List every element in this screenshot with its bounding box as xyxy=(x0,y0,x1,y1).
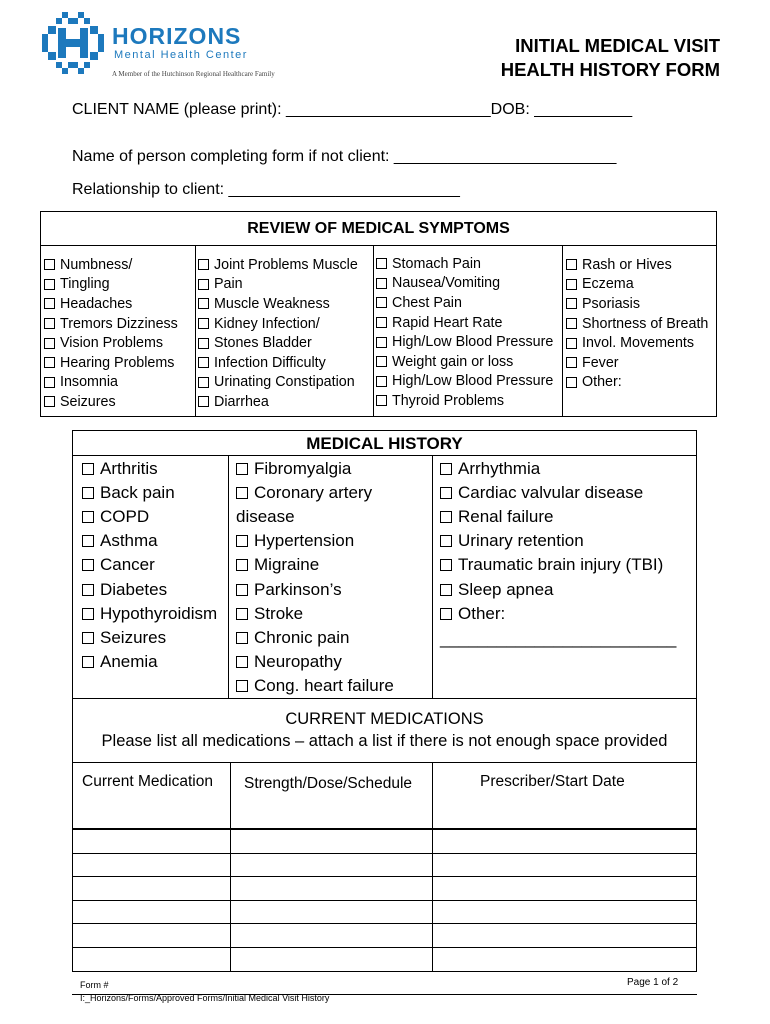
footer-form-number: Form # xyxy=(80,980,109,990)
symptom-checkbox-item[interactable] xyxy=(198,255,358,275)
symptoms-column-1 xyxy=(44,255,178,412)
history-checkbox-item[interactable] xyxy=(82,626,217,650)
medications-header-dose: Strength/Dose/Schedule xyxy=(244,775,413,792)
history-checkbox-item[interactable] xyxy=(236,529,394,553)
symptom-checkbox-item[interactable] xyxy=(566,314,708,334)
medications-table-top-rule xyxy=(72,762,697,763)
checkbox-icon[interactable] xyxy=(376,258,387,269)
checkbox-icon[interactable] xyxy=(376,297,387,308)
symptom-checkbox-item[interactable] xyxy=(198,333,358,353)
checkbox-icon[interactable] xyxy=(198,279,209,290)
checkbox-icon[interactable] xyxy=(236,559,248,571)
checkbox-icon[interactable] xyxy=(236,680,248,692)
history-label: Other: xyxy=(458,603,506,623)
checkbox-icon[interactable] xyxy=(44,396,55,407)
symptom-checkbox-item[interactable] xyxy=(566,255,708,275)
history-label: Neuropathy xyxy=(254,651,342,671)
checkbox-icon[interactable] xyxy=(376,278,387,289)
symptom-label: High/Low Blood Pressure xyxy=(392,373,554,390)
checkbox-icon[interactable] xyxy=(566,298,577,309)
history-checkbox-item[interactable] xyxy=(440,481,663,505)
history-checkbox-item[interactable] xyxy=(82,553,217,577)
medical-history-divider xyxy=(228,455,229,698)
symptom-label: Joint Problems Muscle xyxy=(214,256,358,273)
history-checkbox-item[interactable] xyxy=(236,481,394,505)
checkbox-icon[interactable] xyxy=(44,338,55,349)
symptom-label: Fever xyxy=(582,354,619,371)
history-checkbox-item[interactable] xyxy=(236,602,394,626)
checkbox-icon[interactable] xyxy=(440,511,452,523)
checkbox-icon[interactable] xyxy=(198,357,209,368)
history-checkbox-item[interactable] xyxy=(82,481,217,505)
history-label: COPD xyxy=(100,507,150,527)
symptom-label: Rapid Heart Rate xyxy=(392,314,503,331)
symptoms-divider xyxy=(195,246,196,417)
checkbox-icon[interactable] xyxy=(198,338,209,349)
history-checkbox-item[interactable] xyxy=(440,505,663,529)
form-title xyxy=(440,34,720,82)
horizons-cross-logo xyxy=(42,12,104,74)
checkbox-icon[interactable] xyxy=(82,656,94,668)
symptom-checkbox-item[interactable] xyxy=(566,275,708,295)
history-label: Urinary retention xyxy=(458,531,584,551)
symptom-checkbox-item[interactable] xyxy=(198,373,358,393)
history-label: Stroke xyxy=(254,603,304,623)
checkbox-icon[interactable] xyxy=(44,298,55,309)
checkbox-icon[interactable] xyxy=(440,559,452,571)
symptom-checkbox-item[interactable] xyxy=(198,294,358,314)
checkbox-icon[interactable] xyxy=(198,298,209,309)
footer-page-number: Page 1 of 2 xyxy=(627,977,679,988)
checkbox-icon[interactable] xyxy=(198,259,209,270)
medical-history-column-1 xyxy=(82,457,217,674)
symptom-label: Headaches xyxy=(60,295,133,312)
checkbox-icon[interactable] xyxy=(440,584,452,596)
symptom-checkbox-item[interactable] xyxy=(376,352,553,372)
medications-header-medication: Current Medication xyxy=(82,773,213,790)
medication-row-line xyxy=(72,900,697,901)
logo-member-line: A Member of the Hutchinson Regional Healthcare Family xyxy=(112,70,275,78)
history-checkbox-item[interactable] xyxy=(440,457,663,481)
history-checkbox-item[interactable] xyxy=(440,602,663,626)
checkbox-icon[interactable] xyxy=(236,656,248,668)
symptom-label: Chest Pain xyxy=(392,294,462,311)
checkbox-icon[interactable] xyxy=(440,463,452,475)
history-checkbox-item[interactable] xyxy=(82,529,217,553)
history-label: Migraine xyxy=(254,555,320,575)
history-label: Hypothyroidism xyxy=(100,603,218,623)
footer-file-path: I:_Horizons/Forms/Approved Forms/Initial Medical Visit History xyxy=(80,993,330,1003)
symptom-label: Shortness of Breath xyxy=(582,315,709,332)
symptom-label: Weight gain or loss xyxy=(392,353,514,370)
symptom-label: Eczema xyxy=(582,276,634,293)
symptom-checkbox-item[interactable] xyxy=(566,353,708,373)
symptom-checkbox-item[interactable] xyxy=(376,332,553,352)
history-checkbox-item[interactable] xyxy=(82,505,217,529)
symptom-label: Tremors Dizziness xyxy=(60,315,178,332)
symptom-checkbox-item[interactable] xyxy=(376,254,553,274)
checkbox-icon[interactable] xyxy=(376,356,387,367)
medical-history-bottom-rule xyxy=(72,698,697,699)
checkbox-icon[interactable] xyxy=(82,632,94,644)
symptom-checkbox-item[interactable] xyxy=(44,314,178,334)
symptom-label: Thyroid Problems xyxy=(392,392,505,409)
symptom-label: Other: xyxy=(582,374,622,391)
form-title-line2: HEALTH HISTORY FORM xyxy=(500,59,720,80)
checkbox-icon[interactable] xyxy=(566,357,577,368)
checkbox-icon[interactable] xyxy=(44,357,55,368)
checkbox-icon[interactable] xyxy=(82,608,94,620)
checkbox-icon[interactable] xyxy=(440,535,452,547)
medication-row-line xyxy=(72,876,697,877)
checkbox-icon[interactable] xyxy=(44,279,55,290)
other-blank-line[interactable]: _________________________ xyxy=(440,629,677,648)
completed-by-field[interactable]: Name of person completing form if not client: _________________________ xyxy=(72,148,617,165)
symptoms-divider xyxy=(562,246,563,417)
medical-history-column-3 xyxy=(440,457,663,626)
medication-row-line xyxy=(72,829,697,830)
symptom-label: Invol. Movements xyxy=(582,335,695,352)
symptom-label: Rash or Hives xyxy=(582,256,672,273)
history-label-continuation xyxy=(236,505,394,529)
symptom-label: Tingling xyxy=(60,276,110,293)
symptom-checkbox-item[interactable] xyxy=(198,314,358,334)
history-label: Back pain xyxy=(100,483,175,503)
checkbox-icon[interactable] xyxy=(566,377,577,388)
symptom-label: Hearing Problems xyxy=(60,354,175,371)
history-checkbox-item[interactable] xyxy=(440,529,663,553)
checkbox-icon[interactable] xyxy=(44,318,55,329)
history-label: Diabetes xyxy=(100,579,168,599)
checkbox-icon[interactable] xyxy=(440,487,452,499)
symptom-checkbox-item[interactable] xyxy=(44,333,178,353)
medications-column-divider xyxy=(230,762,231,971)
symptom-label: Muscle Weakness xyxy=(214,295,330,312)
checkbox-icon[interactable] xyxy=(376,376,387,387)
symptom-checkbox-item[interactable] xyxy=(44,392,178,412)
checkbox-icon[interactable] xyxy=(566,279,577,290)
symptom-checkbox-item[interactable] xyxy=(376,274,553,294)
logo-subtitle: Mental Health Center xyxy=(114,49,248,61)
medications-section xyxy=(72,708,697,752)
history-checkbox-item[interactable] xyxy=(82,602,217,626)
symptoms-column-3 xyxy=(376,254,553,411)
checkbox-icon[interactable] xyxy=(82,511,94,523)
history-checkbox-item[interactable] xyxy=(82,650,217,674)
medications-title: CURRENT MEDICATIONS xyxy=(285,710,484,728)
history-label: Cancer xyxy=(100,555,155,575)
checkbox-icon[interactable] xyxy=(198,377,209,388)
history-checkbox-item[interactable] xyxy=(236,674,394,698)
symptom-checkbox-item[interactable] xyxy=(44,294,178,314)
symptom-label: Infection Difficulty xyxy=(214,354,326,371)
checkbox-icon[interactable] xyxy=(236,535,248,547)
history-label: Seizures xyxy=(100,627,167,647)
checkbox-icon[interactable] xyxy=(198,318,209,329)
symptoms-column-4 xyxy=(566,255,708,392)
medical-history-title: MEDICAL HISTORY xyxy=(306,434,463,453)
symptom-checkbox-item[interactable] xyxy=(44,275,178,295)
checkbox-icon[interactable] xyxy=(376,337,387,348)
history-checkbox-item[interactable] xyxy=(82,457,217,481)
medical-history-divider xyxy=(432,455,433,698)
medication-row-line xyxy=(72,971,697,972)
history-label: Hypertension xyxy=(254,531,355,551)
symptoms-divider xyxy=(373,246,374,417)
symptom-checkbox-item[interactable] xyxy=(44,373,178,393)
symptom-checkbox-item[interactable] xyxy=(376,372,553,392)
medical-history-header-rule xyxy=(72,455,697,456)
symptom-checkbox-item[interactable] xyxy=(566,294,708,314)
history-label: Cong. heart failure xyxy=(254,675,394,695)
checkbox-icon[interactable] xyxy=(236,463,248,475)
history-label: Arrhythmia xyxy=(458,459,541,479)
relationship-field[interactable]: Relationship to client: __________________________ xyxy=(72,181,460,198)
symptom-label: Nausea/Vomiting xyxy=(392,275,501,292)
symptom-label: Seizures xyxy=(60,393,116,410)
history-label: Renal failure xyxy=(458,507,554,527)
symptom-label: Vision Problems xyxy=(60,335,164,352)
checkbox-icon[interactable] xyxy=(82,487,94,499)
history-label: Asthma xyxy=(100,531,158,551)
symptom-label: Pain xyxy=(214,276,243,293)
checkbox-icon[interactable] xyxy=(236,487,248,499)
symptom-checkbox-item[interactable] xyxy=(198,353,358,373)
history-label: Anemia xyxy=(100,651,158,671)
checkbox-icon[interactable] xyxy=(376,395,387,406)
symptom-checkbox-item[interactable] xyxy=(44,353,178,373)
symptom-checkbox-item[interactable] xyxy=(376,313,553,333)
symptom-label: Diarrhea xyxy=(214,393,269,410)
symptom-label: Urinating Constipation xyxy=(214,374,355,391)
history-label: Cardiac valvular disease xyxy=(458,483,644,503)
symptom-label: Kidney Infection/ xyxy=(214,315,320,332)
history-label: disease xyxy=(236,507,295,527)
form-title-line1: INITIAL MEDICAL VISIT xyxy=(515,35,720,56)
history-label: Parkinson’s xyxy=(254,579,342,599)
history-checkbox-item[interactable] xyxy=(236,553,394,577)
symptom-label: Stones Bladder xyxy=(214,335,312,352)
symptom-label: Insomnia xyxy=(60,374,119,391)
medication-row-line xyxy=(72,853,697,854)
history-label: Fibromyalgia xyxy=(254,459,352,479)
medication-row-line xyxy=(72,923,697,924)
symptom-checkbox-item[interactable] xyxy=(566,333,708,353)
checkbox-icon[interactable] xyxy=(44,259,55,270)
medications-header-prescriber: Prescriber/Start Date xyxy=(480,773,625,790)
history-checkbox-item[interactable] xyxy=(236,626,394,650)
symptom-checkbox-item[interactable] xyxy=(566,373,708,393)
symptom-label: High/Low Blood Pressure xyxy=(392,334,554,351)
checkbox-icon[interactable] xyxy=(566,259,577,270)
history-checkbox-item[interactable] xyxy=(236,577,394,601)
checkbox-icon[interactable] xyxy=(82,559,94,571)
history-checkbox-item[interactable] xyxy=(82,577,217,601)
logo-name: HORIZONS xyxy=(112,23,242,49)
medical-history-column-2 xyxy=(236,457,394,698)
history-checkbox-item[interactable] xyxy=(236,457,394,481)
symptoms-title: REVIEW OF MEDICAL SYMPTOMS xyxy=(40,211,717,246)
symptom-checkbox-item[interactable] xyxy=(44,255,178,275)
history-checkbox-item[interactable] xyxy=(440,577,663,601)
checkbox-icon[interactable] xyxy=(44,377,55,388)
checkbox-icon[interactable] xyxy=(566,318,577,329)
history-label: Sleep apnea xyxy=(458,579,554,599)
symptom-label: Stomach Pain xyxy=(392,255,482,272)
symptom-label: Psoriasis xyxy=(582,295,640,312)
checkbox-icon[interactable] xyxy=(82,463,94,475)
client-name-field[interactable]: CLIENT NAME (please print): _______________________DOB: ___________ xyxy=(72,101,633,118)
symptom-checkbox-item[interactable] xyxy=(376,293,553,313)
checkbox-icon[interactable] xyxy=(82,584,94,596)
checkbox-icon[interactable] xyxy=(236,584,248,596)
medications-column-divider xyxy=(432,762,433,971)
history-checkbox-item[interactable] xyxy=(440,553,663,577)
medications-instructions: Please list all medications – attach a list if there is not enough space provided xyxy=(101,732,668,750)
symptom-label: Numbness/ xyxy=(60,256,133,273)
checkbox-icon[interactable] xyxy=(82,535,94,547)
checkbox-icon[interactable] xyxy=(236,608,248,620)
medication-row-line xyxy=(72,947,697,948)
symptom-checkbox-item[interactable] xyxy=(198,275,358,295)
checkbox-icon[interactable] xyxy=(440,608,452,620)
history-label: Coronary artery xyxy=(254,483,373,503)
history-label: Chronic pain xyxy=(254,627,350,647)
symptoms-column-2 xyxy=(198,255,358,412)
symptom-checkbox-item[interactable] xyxy=(198,392,358,412)
history-label: Arthritis xyxy=(100,459,158,479)
history-label: Traumatic brain injury (TBI) xyxy=(458,555,664,575)
checkbox-icon[interactable] xyxy=(236,632,248,644)
history-checkbox-item[interactable] xyxy=(236,650,394,674)
checkbox-icon[interactable] xyxy=(198,396,209,407)
checkbox-icon[interactable] xyxy=(376,317,387,328)
checkbox-icon[interactable] xyxy=(566,338,577,349)
symptom-checkbox-item[interactable] xyxy=(376,391,553,411)
